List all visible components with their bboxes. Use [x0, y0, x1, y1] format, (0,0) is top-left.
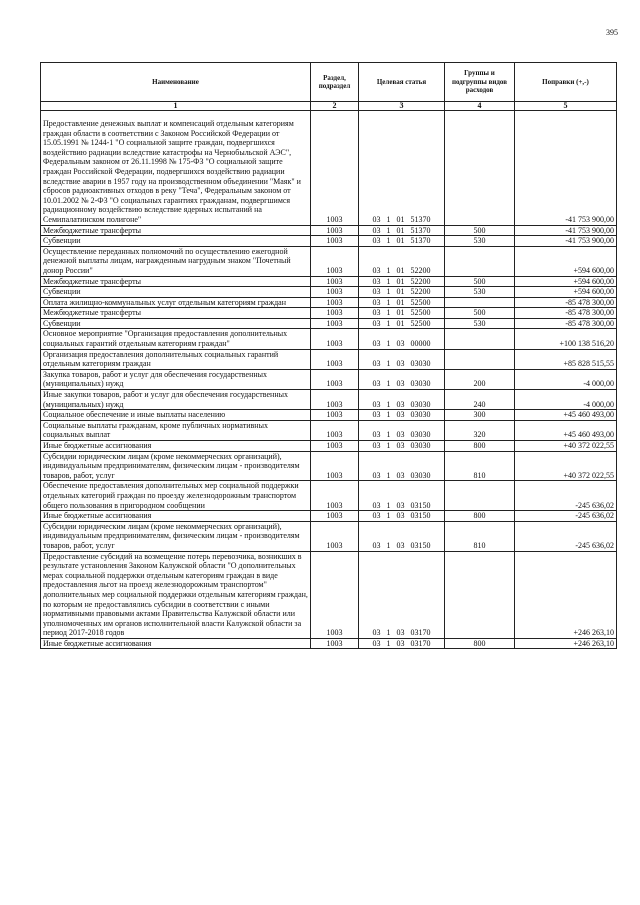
row-name: Социальные выплаты гражданам, кроме публичных нормативных социальных выплат [41, 420, 311, 440]
row-group [445, 349, 515, 369]
row-name: Субвенции [41, 236, 311, 247]
row-amount: +594 600,00 [515, 276, 617, 287]
row-section: 1003 [311, 318, 359, 329]
row-section: 1003 [311, 276, 359, 287]
row-group: 800 [445, 441, 515, 452]
table-row [41, 638, 617, 649]
header-amendments: Поправки (+,-) [515, 63, 617, 102]
table-row [41, 369, 617, 389]
row-target: 03 1 01 52500 [359, 297, 445, 308]
column-number: 4 [445, 102, 515, 111]
row-amount: +85 828 515,55 [515, 349, 617, 369]
row-amount: +100 138 516,20 [515, 329, 617, 349]
row-section: 1003 [311, 111, 359, 226]
row-name: Субсидии юридическим лицам (кроме некоммерческих организаций), индивидуальным предпринимателям, физическим лицам - производителям товаров, работ, услуг [41, 521, 311, 551]
table-row [41, 441, 617, 452]
row-amount: +40 372 022,55 [515, 441, 617, 452]
row-name: Субвенции [41, 287, 311, 298]
row-amount: -245 636,02 [515, 521, 617, 551]
column-number: 1 [41, 102, 311, 111]
row-target: 03 1 01 52500 [359, 308, 445, 319]
row-group: 800 [445, 638, 515, 649]
row-target: 03 1 01 51370 [359, 111, 445, 226]
row-group: 300 [445, 410, 515, 421]
row-amount: -41 753 900,00 [515, 111, 617, 226]
row-name: Иные бюджетные ассигнования [41, 511, 311, 522]
page-number: 395 [606, 28, 618, 37]
row-group: 320 [445, 420, 515, 440]
row-target: 03 1 03 03150 [359, 481, 445, 511]
table-row [41, 511, 617, 522]
row-section: 1003 [311, 225, 359, 236]
row-group: 530 [445, 318, 515, 329]
row-amount: +594 600,00 [515, 246, 617, 276]
table-row [41, 225, 617, 236]
table-row [41, 276, 617, 287]
row-section: 1003 [311, 349, 359, 369]
row-section: 1003 [311, 481, 359, 511]
row-group: 200 [445, 369, 515, 389]
row-name: Иные бюджетные ассигнования [41, 441, 311, 452]
row-amount: -85 478 300,00 [515, 297, 617, 308]
row-amount: -245 636,02 [515, 511, 617, 522]
row-section: 1003 [311, 451, 359, 481]
row-amount: +45 460 493,00 [515, 420, 617, 440]
row-section: 1003 [311, 369, 359, 389]
row-group: 800 [445, 511, 515, 522]
row-target: 03 1 03 03030 [359, 420, 445, 440]
row-section: 1003 [311, 329, 359, 349]
column-number-row [41, 102, 617, 111]
table-row [41, 481, 617, 511]
row-amount: -245 636,02 [515, 481, 617, 511]
row-target: 03 1 03 03150 [359, 511, 445, 522]
row-section: 1003 [311, 287, 359, 298]
column-number: 3 [359, 102, 445, 111]
row-section: 1003 [311, 390, 359, 410]
row-name: Межбюджетные трансферты [41, 225, 311, 236]
row-target: 03 1 01 52500 [359, 318, 445, 329]
row-group: 530 [445, 287, 515, 298]
row-group: 810 [445, 521, 515, 551]
table-row [41, 297, 617, 308]
row-section: 1003 [311, 441, 359, 452]
row-section: 1003 [311, 236, 359, 247]
row-group: 530 [445, 236, 515, 247]
row-name: Иные закупки товаров, работ и услуг для обеспечения государственных (муниципальных) нужд [41, 390, 311, 410]
header-name: Наименование [41, 63, 311, 102]
header-section: Раздел, подраздел [311, 63, 359, 102]
row-amount: -4 000,00 [515, 369, 617, 389]
table-row [41, 521, 617, 551]
row-name: Обеспечение предоставления дополнительных мер социальной поддержки отдельных категорий граждан по проезду железнодорожным транспортом общего пользования в пригородном сообщении [41, 481, 311, 511]
row-section: 1003 [311, 410, 359, 421]
row-target: 03 1 01 52200 [359, 287, 445, 298]
column-number: 5 [515, 102, 617, 111]
row-target: 03 1 03 03030 [359, 441, 445, 452]
row-target: 03 1 03 03170 [359, 551, 445, 638]
row-amount: +594 600,00 [515, 287, 617, 298]
table-row [41, 329, 617, 349]
row-amount: -4 000,00 [515, 390, 617, 410]
row-target: 03 1 03 03150 [359, 521, 445, 551]
row-target: 03 1 03 03030 [359, 390, 445, 410]
row-target: 03 1 03 03030 [359, 349, 445, 369]
table-row [41, 287, 617, 298]
row-group: 500 [445, 276, 515, 287]
table-row [41, 390, 617, 410]
table-row [41, 551, 617, 638]
row-target: 03 1 01 51370 [359, 236, 445, 247]
table-row [41, 236, 617, 247]
row-amount: -85 478 300,00 [515, 318, 617, 329]
row-amount: +45 460 493,00 [515, 410, 617, 421]
row-section: 1003 [311, 246, 359, 276]
row-section: 1003 [311, 511, 359, 522]
row-amount: +246 263,10 [515, 638, 617, 649]
row-name: Оплата жилищно-коммунальных услуг отдельным категориям граждан [41, 297, 311, 308]
row-group: 500 [445, 308, 515, 319]
row-group [445, 297, 515, 308]
table-row [41, 420, 617, 440]
table-row [41, 308, 617, 319]
table-row [41, 451, 617, 481]
row-group: 500 [445, 225, 515, 236]
row-section: 1003 [311, 308, 359, 319]
row-name: Межбюджетные трансферты [41, 308, 311, 319]
row-section: 1003 [311, 521, 359, 551]
header-target: Целевая статья [359, 63, 445, 102]
row-group [445, 246, 515, 276]
budget-table [40, 62, 617, 649]
row-target: 03 1 03 00000 [359, 329, 445, 349]
row-target: 03 1 03 03030 [359, 451, 445, 481]
row-amount: -41 753 900,00 [515, 225, 617, 236]
row-group: 810 [445, 451, 515, 481]
row-target: 03 1 01 52200 [359, 246, 445, 276]
row-target: 03 1 03 03030 [359, 410, 445, 421]
table-row [41, 318, 617, 329]
row-name: Закупка товаров, работ и услуг для обеспечения государственных (муниципальных) нужд [41, 369, 311, 389]
row-amount: -41 753 900,00 [515, 236, 617, 247]
row-name: Иные бюджетные ассигнования [41, 638, 311, 649]
row-target: 03 1 03 03170 [359, 638, 445, 649]
row-name: Организация предоставления дополнительных социальных гарантий отдельным категориям граждан [41, 349, 311, 369]
header-groups: Группы и подгруппы видов расходов [445, 63, 515, 102]
row-name: Субвенции [41, 318, 311, 329]
table-row [41, 246, 617, 276]
row-name: Субсидии юридическим лицам (кроме некоммерческих организаций), индивидуальным предпринимателям, физическим лицам - производителям товаров, работ, услуг [41, 451, 311, 481]
table-row [41, 410, 617, 421]
row-section: 1003 [311, 638, 359, 649]
row-name: Основное мероприятие "Организация предоставления дополнительных социальных гарантий отдельным категориям граждан" [41, 329, 311, 349]
row-target: 03 1 03 03030 [359, 369, 445, 389]
row-section: 1003 [311, 297, 359, 308]
table-row [41, 111, 617, 226]
row-amount: -85 478 300,00 [515, 308, 617, 319]
row-target: 03 1 01 52200 [359, 276, 445, 287]
row-name: Осуществление переданных полномочий по осуществлению ежегодной денежной выплаты лицам, награжденным нагрудным знаком "Почетный донор России" [41, 246, 311, 276]
row-group [445, 329, 515, 349]
table-row [41, 349, 617, 369]
row-amount: +40 372 022,55 [515, 451, 617, 481]
header-row [41, 63, 617, 102]
row-amount: +246 263,10 [515, 551, 617, 638]
row-name: Предоставление денежных выплат и компенсаций отдельным категориям граждан области в соответствии с Законом Российской Федерации от 15.05.1991 № 1244-1 "О социальной защите граждан, подвергшихся воздействию радиации вследствие катастрофы на Чернобыльской АЭС", Федеральным законом от 26.11.1998 № 175-ФЗ "О социальной защите граждан Российской Федерации, подвергшихся воздействию радиации вследствие аварии в 1957 году на производственном объединении "Маяк" и сбросов радиоактивных отходов в реку "Теча", Федеральным законом от 10.01.2002 № 2-ФЗ "О социальных гарантиях гражданам, подвергшимся радиационному воздействию вследствие ядерных испытаний на Семипалатинском полигоне" [41, 111, 311, 226]
row-group: 240 [445, 390, 515, 410]
row-name: Социальное обеспечение и иные выплаты населению [41, 410, 311, 421]
row-section: 1003 [311, 551, 359, 638]
row-target: 03 1 01 51370 [359, 225, 445, 236]
row-name: Межбюджетные трансферты [41, 276, 311, 287]
row-name: Предоставление субсидий на возмещение потерь перевозчика, возникших в результате установления Законом Калужской области "О дополнительных мерах социальной поддержки отдельным категориям граждан в виде предоставления льгот на проезд железнодорожным транспортом" дополнительных мер социальной поддержки отдельным категориям граждан, по которым не предоставлялись субсидии в соответствии с иными нормативными правовыми актами Правительства Калужской области или уполномоченных им органов исполнительной власти Калужской области за период 2017-2018 годов [41, 551, 311, 638]
row-group [445, 111, 515, 226]
row-group [445, 481, 515, 511]
row-group [445, 551, 515, 638]
column-number: 2 [311, 102, 359, 111]
row-section: 1003 [311, 420, 359, 440]
